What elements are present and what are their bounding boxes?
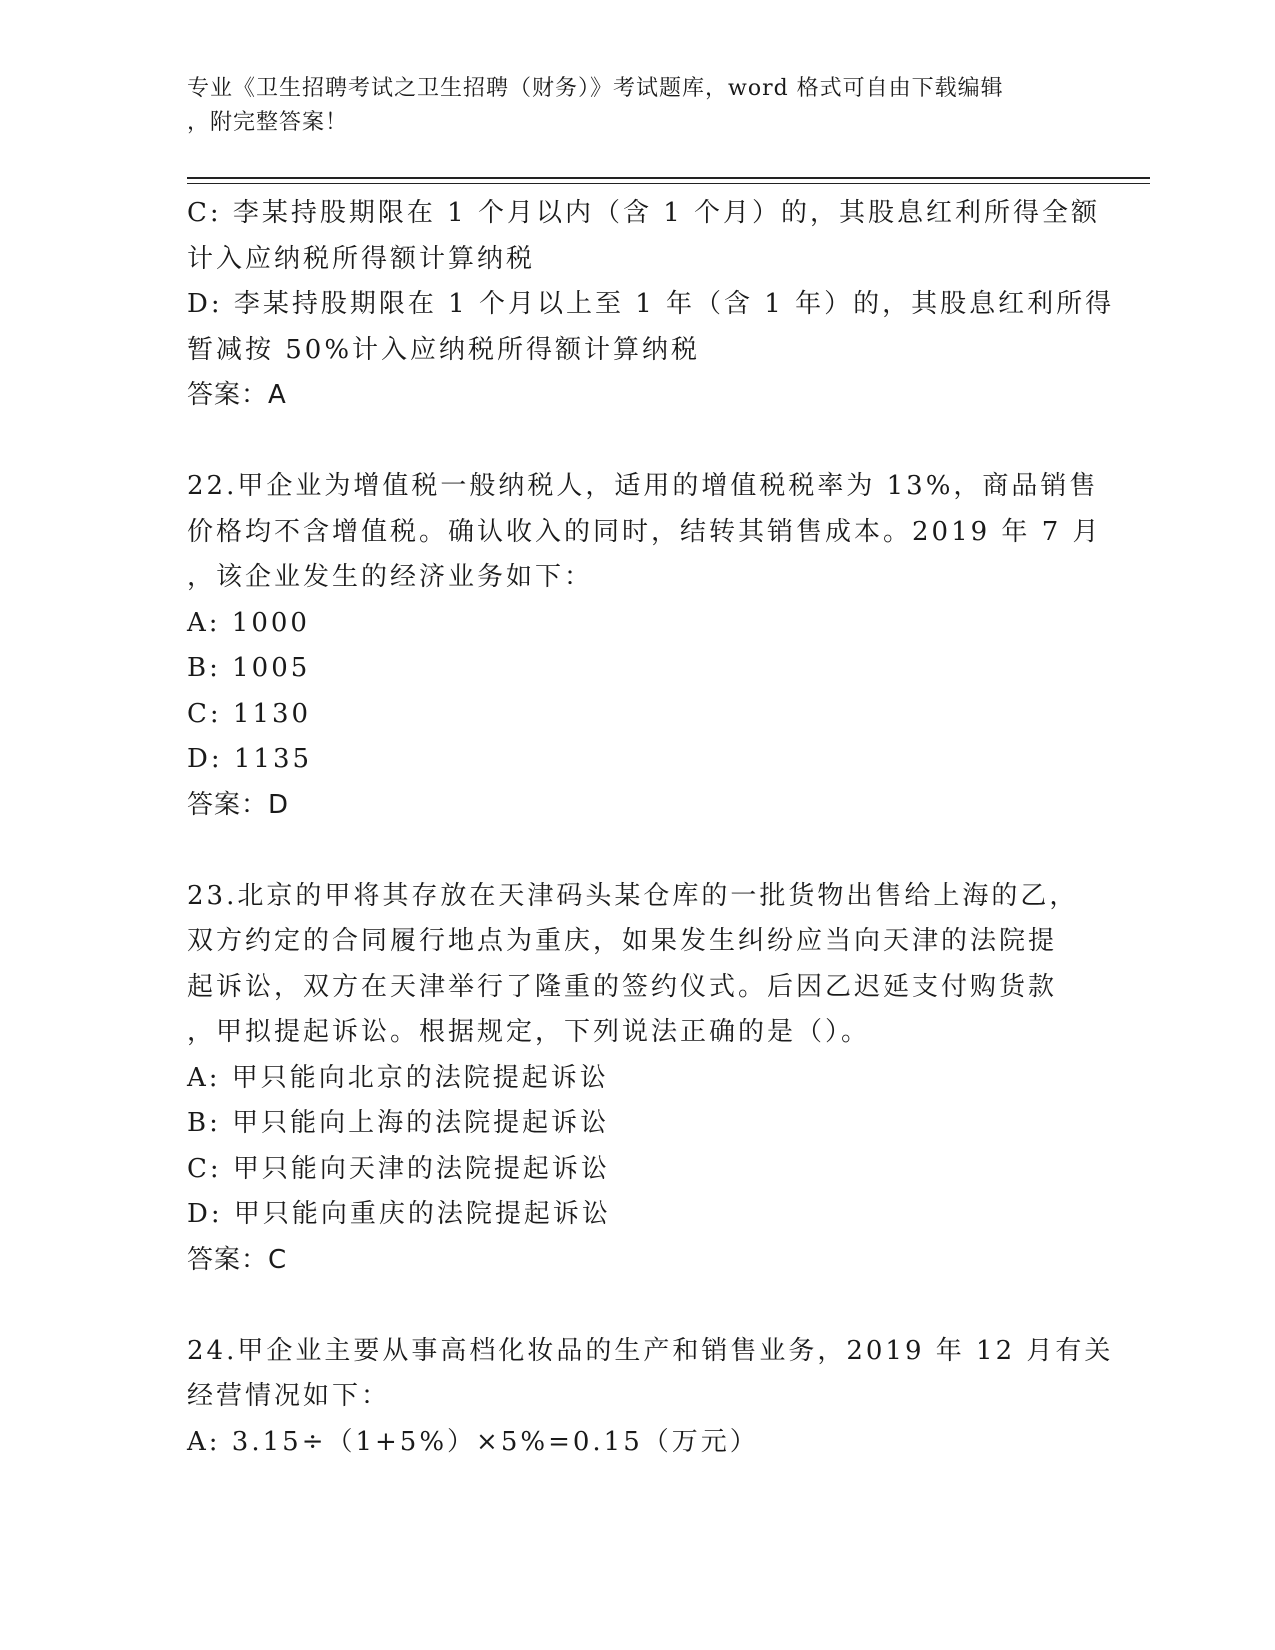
answer: 答案：C <box>187 1244 288 1275</box>
question-stem: 23.北京的甲将其存放在天津码头某仓库的一批货物出售给上海的乙， <box>187 880 1079 911</box>
question-stem-continued: 价格均不含增值税。确认收入的同时，结转其销售成本。2019 年 7 月 <box>187 516 1102 547</box>
option-a: A: 1000 <box>187 607 310 638</box>
question-23 <box>187 874 1087 1284</box>
question-stem-continued: 起诉讼，双方在天津举行了隆重的签约仪式。后因乙迟延支付购货款 <box>187 971 1058 1002</box>
question-stem: 22.甲企业为增值税一般纳税人，适用的增值税税率为 13%，商品销售 <box>187 471 1099 501</box>
document-header <box>187 72 1067 140</box>
question-stem-continued: 经营情况如下： <box>187 1381 391 1411</box>
answer: 答案：D <box>187 789 290 820</box>
header-rule-thin <box>187 183 1150 184</box>
header-line-2: ，附完整答案！ <box>187 110 349 135</box>
question-21-tail <box>187 191 1115 419</box>
option-d: D: 李某持股期限在 1 个月以上至 1 年（含 1 年）的，其股息红利所得 <box>187 289 1115 319</box>
option-d: D: 甲只能向重庆的法院提起诉讼 <box>187 1199 611 1229</box>
question-stem-continued: ，该企业发生的经济业务如下： <box>187 562 594 592</box>
question-stem-continued: ，甲拟提起诉讼。根据规定，下列说法正确的是（）。 <box>187 1017 871 1047</box>
question-stem: 24.甲企业主要从事高档化妆品的生产和销售业务，2019 年 12 月有关 <box>187 1335 1114 1366</box>
document-body <box>187 191 1115 1465</box>
option-c: C: 1130 <box>187 698 312 729</box>
header-line-1: 专业《卫生招聘考试之卫生招聘（财务）》考试题库，word 格式可自由下载编辑 <box>187 76 1004 101</box>
option-a: A: 3.15÷（1+5%）×5%=0.15（万元） <box>187 1426 759 1457</box>
option-b: B: 1005 <box>187 653 311 683</box>
option-c-continued: 计入应纳税所得额计算纳税 <box>187 243 536 274</box>
question-stem-continued: 双方约定的合同履行地点为重庆，如果发生纠纷应当向天津的法院提 <box>187 926 1058 956</box>
option-a: A: 甲只能向北京的法院提起诉讼 <box>187 1062 609 1093</box>
option-c: C: 李某持股期限在 1 个月以内（含 1 个月）的，其股息红利所得全额 <box>187 198 1101 228</box>
header-rule-thick <box>187 177 1150 179</box>
option-b: B: 甲只能向上海的法院提起诉讼 <box>187 1108 610 1138</box>
option-d-continued: 暂减按 50%计入应纳税所得额计算纳税 <box>187 334 701 365</box>
spacer <box>187 419 1087 465</box>
answer: 答案：A <box>187 380 287 410</box>
spacer <box>187 1283 1087 1329</box>
option-d: D: 1135 <box>187 744 313 774</box>
question-24 <box>187 1329 1114 1466</box>
question-22 <box>187 464 1102 828</box>
option-c: C: 甲只能向天津的法院提起诉讼 <box>187 1153 610 1184</box>
spacer <box>187 828 1087 874</box>
